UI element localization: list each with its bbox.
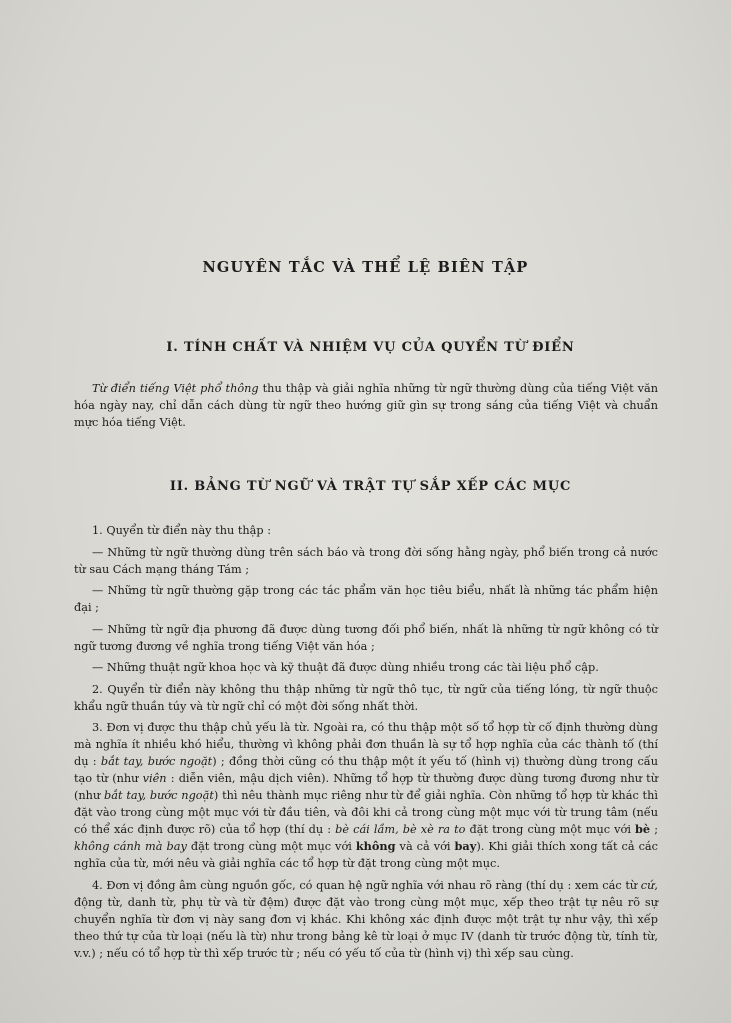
section-2-heading: II. BẢNG TỪ NGỮ VÀ TRẬT TỰ SẮP XẾP CÁC MỤC xyxy=(169,479,572,494)
bullet-2: — Những từ ngữ thường gặp trong các tác phẩm văn học tiêu biểu, nhất là những tác phẩm hiện đại ; xyxy=(74,584,658,614)
dictionary-title-italic: Từ điển tiếng Việt phổ thông xyxy=(92,382,259,395)
section-2-body xyxy=(74,522,658,966)
paragraph-3: 3. Đơn vị được thu thập chủ yếu là từ. Ngoài ra, có thu thập một số tổ hợp từ cố định thường dùng mà nghĩa ít nhiều khó hiểu, thường vì không phải đơn thuần là sự tổ hợp nghĩa của các thành tố (thí dụ : bắt tay, bước ngoặt) ; đồng thời cũng có thu thập một ít yếu tố (hình vị) thường dùng trong cấu tạo từ (như viên : diễn viên, mậu dịch viên). Những tổ hợp từ thường được dùng tương đương như từ (như bắt tay, bước ngoặt) thì nêu thành mục riêng như từ để giải nghĩa. Còn những tổ hợp từ khác thì đặt vào trong cùng một mục với từ đầu tiên, và đôi khi cả trong cùng một mục với từ trung tâm (nếu có thể xác định được rõ) của tổ hợp (thí dụ : bè cái lầm, bè xè ra to đặt trong cùng một mục với bè ; không cánh mà bay đặt trong cùng một mục với không và cả với bay). Khi giải thích xong tất cả các nghĩa của từ, mới nêu và giải nghĩa các tổ hợp từ đặt trong cùng một mục. xyxy=(74,721,659,870)
bullet-1: — Những từ ngữ thường dùng trên sách báo và trong đời sống hằng ngày, phổ biến trong cả nước từ sau Cách mạng tháng Tám ; xyxy=(74,545,658,576)
intro-paragraph xyxy=(74,380,658,431)
bullet-3: — Những từ ngữ địa phương đã được dùng tương đối phổ biến, nhất là những từ ngữ không có từ ngữ tương đương về nghĩa trong tiếng Việt văn hóa ; xyxy=(74,622,658,653)
section-1-heading: I. TÍNH CHẤT VÀ NHIỆM VỤ CỦA QUYỂN TỪ ĐIỂN xyxy=(166,340,575,355)
page-title: NGUYÊN TẮC VÀ THỂ LỆ BIÊN TẬP xyxy=(202,259,529,276)
section-1-body xyxy=(74,380,658,431)
bullet-4: — Những thuật ngữ khoa học và kỹ thuật đã được dùng nhiều trong các tài liệu phổ cập. xyxy=(92,661,599,674)
paragraph-4: 4. Đơn vị đồng âm cùng nguồn gốc, có quan hệ ngữ nghĩa với nhau rõ ràng (thí dụ : xem các từ cứ, động từ, danh từ, phụ từ và từ đệm) được đặt vào trong cùng một mục, xếp theo trật tự nêu rõ sự chuyển nghĩa từ đơn vị này sang đơn vị khác. Khi không xác định được một trật tự như vậy, thì xếp theo thứ tự của từ loại (nếu là từ) như trong bảng kê từ loại ở mục IV (danh từ trước động từ, tính từ, v.v.) ; nếu có tổ hợp từ thì xếp trước từ ; nếu có yếu tố của từ (hình vị) thì xếp sau cùng. xyxy=(74,878,658,960)
paragraph-1: 1. Quyển từ điển này thu thập : xyxy=(92,524,272,537)
intro-text: thu thập và giải nghĩa những từ ngữ thường dùng của tiếng Việt văn hóa ngày nay, chỉ dẫn cách dùng từ ngữ theo hướng giữ gìn sự trong sáng của tiếng Việt và chuẩn mực hóa tiếng Việt. xyxy=(74,382,658,429)
paragraph-2: 2. Quyển từ điển này không thu thập những từ ngữ thô tục, từ ngữ của tiếng lóng, từ ngữ thuộc khẩu ngữ thuần túy và từ ngữ chỉ có một đời sống nhất thời. xyxy=(74,682,658,713)
